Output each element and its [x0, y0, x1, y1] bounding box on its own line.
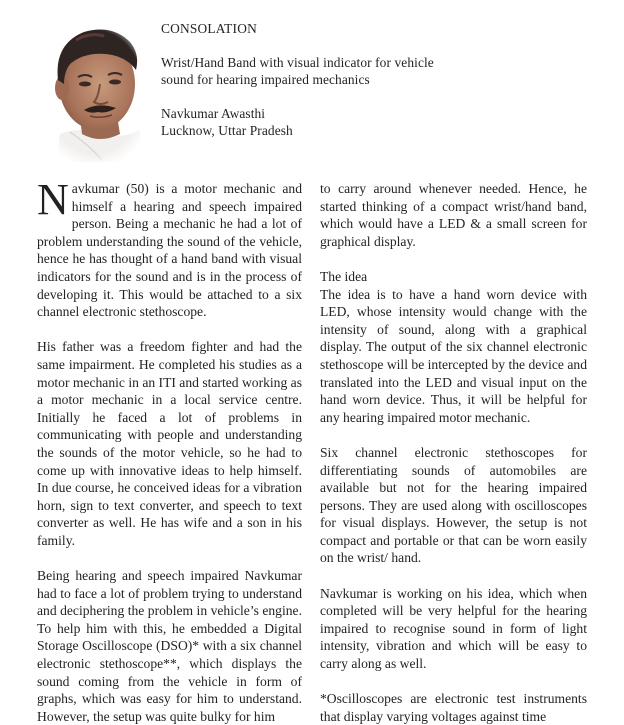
author-location: Lucknow, Uttar Pradesh	[161, 123, 293, 138]
continuation-paragraph: to carry around whenever needed. Hence, he started thinking of a compact wrist/hand band, which would have a LED & a small screen for graphical display.	[320, 181, 587, 249]
drop-cap: N	[37, 175, 69, 224]
intro-paragraph-text: avkumar (50) is a motor mechanic and himself a hearing and speech impaired person. Being a mechanic he had a lot of problem understanding the sound of the vehicle, hence he has thought of a hand band with visual indicators for the sound and is in the process of developing it. This would be attached to a six channel electronic stethoscope.	[37, 181, 302, 320]
left-column	[37, 175, 302, 725]
idea-heading: The idea	[320, 268, 368, 284]
progress-paragraph: Navkumar is working on his idea, which when completed will be very helpful for the hearing impaired to recognise sound in form of light intensity, vibration and which will be easy to carry along as well.	[320, 585, 587, 672]
stethoscope-paragraph: Six channel electronic stethoscopes for differentiating sounds of automobiles are available but not for the hearing impaired persons. They are used along with oscilloscopes for visual displays. However, the setup is not compact and portable or that can be worn easily on the wrist/ hand.	[320, 444, 587, 566]
intro-paragraph	[37, 175, 302, 321]
article-title-line2: sound for hearing impaired mechanics	[161, 72, 370, 87]
dso-paragraph: Being hearing and speech impaired Navkumar had to face a lot of problem trying to understand and deciphering the problem in vehicle’s engine. To help him with this, he embedded a Digital Storage Oscilloscope (DSO)* with a six channel electronic stethoscope**, which displays the sound coming from the vehicle in form of graphs, which was easy for him to understand. However, the setup was quite bulky for him	[37, 568, 302, 724]
author-name: Navkumar Awasthi	[161, 106, 266, 121]
right-column	[320, 180, 587, 725]
idea-paragraph: The idea is to have a hand worn device with LED, whose intensity would change with the intensity of sound, along with a graphical display. The output of the six channel electronic stethoscope will be intercepted by the device and translated into the LED and visual input on the hand worn device. Thus, it will be helpful for any hearing impaired motor mechanic.	[320, 286, 587, 425]
article-header	[161, 20, 601, 139]
footnote: *Oscilloscopes are electronic test instruments that display varying voltages against time	[320, 691, 587, 724]
portrait-photo-icon	[40, 22, 150, 162]
background-paragraph: His father was a freedom fighter and had the same impairment. He completed his studies as a motor mechanic in an ITI and started working as a motor mechanic in a local service centre. Initially he faced a lot of problems in communicating with people and understanding the sounds of the motor vehicle, so he had to come up with innovative ideas to help himself. In due course, he conceived ideas for a vibration horn, sign to text converter, and speech to text converter as well. He has wife and a son in his family.	[37, 339, 302, 548]
section-label: CONSOLATION	[161, 21, 257, 36]
author-portrait	[40, 22, 150, 162]
article-title-line1: Wrist/Hand Band with visual indicator for vehicle	[161, 55, 434, 70]
